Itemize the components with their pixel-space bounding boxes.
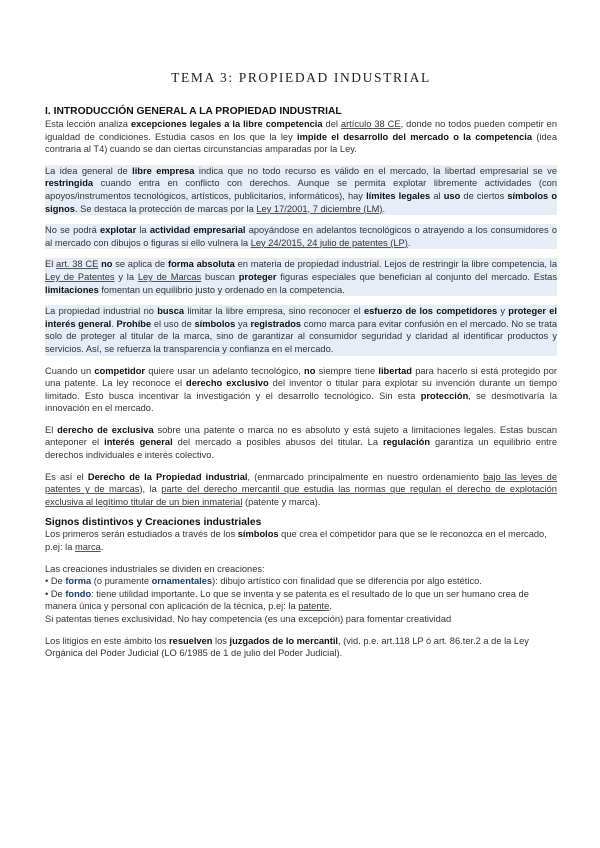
reference-text: parte del derecho mercantil que estudia las normas que regulan el derecho de explotación exclusiva al legítimo titular de un bien inmaterial xyxy=(45,484,557,507)
text-run: Los litigios en este ámbito los xyxy=(45,635,170,646)
bold-text: esfuerzo de los competidores xyxy=(363,306,498,317)
text-run: El xyxy=(45,259,57,270)
text-run: los xyxy=(212,635,230,646)
paragraph xyxy=(45,305,557,355)
paragraph xyxy=(45,471,557,509)
text-run: y la xyxy=(114,271,138,282)
text-run: , (vid. p.e. art.118 LP ó art. 86.ter.2 a de la Ley Orgánica del Poder Judicial (LO 6/1985 de 1 de julio del Poder Judicial). xyxy=(45,635,529,659)
paragraph xyxy=(45,165,557,215)
text-run: y xyxy=(497,306,509,317)
bold-text: forma xyxy=(65,576,92,587)
text-run: que crea el competidor para que se le reconozca en el mercado, p.ej: la xyxy=(45,529,547,553)
text-run: indica que no todo recurso es válido en el mercado, la libertad empresarial se ve xyxy=(194,165,557,176)
text-run: del xyxy=(322,119,341,129)
text-run: Cuando un xyxy=(45,365,95,376)
bold-text: registrados xyxy=(250,318,302,329)
bold-text: límites legales xyxy=(366,190,431,201)
text-run: El xyxy=(45,424,58,435)
reference-text: bajo las leyes de patentes y de marcas xyxy=(45,471,557,495)
paragraph: Si patentas tienes exclusividad. No hay competencia (es una excepción) para fomentar creatividad xyxy=(45,614,452,624)
bold-text: restringida xyxy=(45,178,94,189)
text-run: en materia de propiedad industrial. Lejos de restringir la libre competencia, la xyxy=(234,259,557,270)
text-run: se aplica de xyxy=(112,259,168,270)
bold-text: libertad xyxy=(378,365,412,376)
text-run: el uso de xyxy=(151,318,195,329)
bold-text: resuelven xyxy=(169,635,213,646)
paragraph xyxy=(45,528,557,553)
text-run: (patente y marca). xyxy=(242,496,321,507)
text-run: fomentan un equilibrio justo y ordenado en la competencia. xyxy=(98,284,345,295)
reference-text: Ley 24/2015, 24 julio de patentes (LP) xyxy=(250,237,408,248)
bold-text: competidor xyxy=(94,365,146,376)
text-run: garantiza un equilibrio entre derechos individuales e interés colectivo. xyxy=(45,437,557,461)
bold-text: no xyxy=(101,259,113,270)
text-run: ): dibujo artístico con finalidad que se diferencia por algo estético. xyxy=(212,576,482,587)
bold-text: impide el desarrollo del mercado o la competencia xyxy=(297,131,533,142)
reference-text: Ley 17/2001, 7 diciembre (LM) xyxy=(256,203,383,214)
text-run: . xyxy=(100,542,104,553)
bold-text: derecho de exclusiva xyxy=(57,424,154,435)
reference-text: marca xyxy=(74,542,101,553)
bold-text: uso xyxy=(443,190,461,201)
page-title: TEMA 3: PROPIEDAD INDUSTRIAL xyxy=(171,70,431,85)
text-run: ya xyxy=(235,318,251,329)
bold-text: fondo xyxy=(65,588,92,599)
text-run: • De xyxy=(45,576,66,587)
text-run: • De xyxy=(45,588,66,599)
bold-text: proteger xyxy=(238,271,277,282)
text-run: para hacerlo si está protegido por una patente. La ley reconoce el xyxy=(45,365,557,389)
text-run: buscan xyxy=(201,271,239,282)
paragraph xyxy=(45,635,557,660)
text-run: ), la xyxy=(139,484,162,495)
bold-text: Prohíbe xyxy=(116,318,152,329)
text-run: la xyxy=(136,225,150,236)
text-run: Los primeros serán estudiados a través de los xyxy=(45,529,238,540)
reference-text: artículo 38 CE xyxy=(340,119,401,129)
bold-text: interés general xyxy=(104,437,173,448)
text-run: , (enmarcado principalmente en nuestro ordenamiento xyxy=(247,471,484,482)
text-run: Es así el xyxy=(45,471,88,482)
text-run: (o puramente xyxy=(91,576,152,587)
text-run: al xyxy=(430,190,444,201)
text-run: de ciertos xyxy=(460,190,508,201)
list-item xyxy=(45,575,557,588)
bold-text: derecho exclusivo xyxy=(186,378,269,389)
text-run: quiere usar un adelanto tecnológico, xyxy=(145,365,305,376)
text-run: , donde no todos pueden competir en igualdad de condiciones. Estudia casos en los que la ley xyxy=(45,119,557,142)
text-run: La idea general de xyxy=(45,165,133,176)
text-run: del inventor o titular para explotar su invención durante un tiempo limitado. Esto busca incentivar la investigación y el desarrollo tecnológico. Sin esta xyxy=(45,378,557,401)
text-run: limitar la libre empresa, sino reconocer el xyxy=(184,306,364,317)
text-run: como marca para evitar confusión en el mercado. No se trata solo de proteger al titular de la marca, sino de garantizar al consumidor seguridad y claridad al identificar productos y servicios. Así, se refuerza la transparencia y confianza en el mercado. xyxy=(45,318,557,354)
bold-text: símbolos xyxy=(237,529,279,540)
bold-text: juzgados de lo mercantil xyxy=(229,635,339,646)
bold-text: actividad empresarial xyxy=(149,225,246,236)
text-run: , se desmotivaría la innovación en el mercado. xyxy=(45,390,558,414)
bold-text: limitaciones xyxy=(45,284,99,295)
reference-text: Ley de Patentes xyxy=(45,271,115,282)
bold-text: libre empresa xyxy=(132,165,195,176)
paragraph xyxy=(45,365,557,415)
text-run: . xyxy=(329,601,332,612)
text-run: siempre tiene xyxy=(315,365,379,376)
section-heading: I. INTRODUCCIÓN GENERAL A LA PROPIEDAD INDUSTRIAL xyxy=(45,106,342,117)
bold-text: regulación xyxy=(383,437,431,448)
reference-text: patente xyxy=(298,601,330,612)
paragraph xyxy=(45,224,557,249)
bold-text: explotar xyxy=(100,225,137,236)
bold-text: símbolos o signos xyxy=(45,190,558,214)
paragraph xyxy=(45,258,557,296)
paragraph: Las creaciones industriales se dividen en creaciones: xyxy=(45,563,265,574)
document-page xyxy=(45,70,557,669)
reference-text: Ley de Marcas xyxy=(137,271,202,282)
paragraph xyxy=(45,118,557,156)
bold-text: proteger el interés general xyxy=(45,306,557,329)
text-run: : tiene utilidad importante. Lo que se inventa y se patenta es el resultado de lo que un ser humano crea de manera única y personal con aplicación de la técnica, p.ej: la xyxy=(45,588,529,612)
text-run: Esta lección analiza xyxy=(45,119,131,129)
bold-text: excepciones legales a la libre competencia xyxy=(130,119,323,129)
list-item xyxy=(45,588,557,613)
text-run: (idea contraria al T4) cuando se dan ciertas circunstancias amparadas por la Ley. xyxy=(45,131,557,155)
text-run: del mercado a posibles abusos del titular. La xyxy=(172,437,384,448)
text-run: . xyxy=(407,237,411,248)
text-run: . xyxy=(382,203,386,214)
bold-text: forma absoluta xyxy=(167,259,235,270)
text-run: La propiedad industrial no xyxy=(45,306,158,317)
text-run: No se podrá xyxy=(45,225,101,236)
text-run: cuando entra en conflicto con derechos. Aunque se permita explotar libremente actividades (con apoyos/instrumentos tecnológicos, artísticos, publicitarios, informáticos), hay xyxy=(45,178,557,201)
text-run: . xyxy=(111,318,117,329)
subheading: Signos distintivos y Creaciones industriales xyxy=(45,517,262,529)
text-run: sobre una patente o marca no es absoluto y está sujeto a limitaciones legales. Estas buscan anteponer el xyxy=(45,424,557,448)
text-run: . Se destaca la protección de marcas por la xyxy=(74,203,257,214)
text-run: figuras especiales que benefician al conjunto del mercado. Estas xyxy=(276,271,557,282)
bold-text: protección xyxy=(420,390,469,401)
text-run: apoyándose en adelantos tecnológicos o atrayendo a los consumidores o al mercado con dibujos o figuras si ello vulnera la xyxy=(45,225,557,248)
reference-text: art. 38 CE xyxy=(56,259,99,270)
bold-text: ornamentales xyxy=(151,576,213,587)
bold-text: Derecho de la Propiedad industrial xyxy=(87,471,248,482)
bold-text: símbolos xyxy=(194,318,236,329)
paragraph xyxy=(45,424,557,462)
bold-text: no xyxy=(304,365,316,376)
bold-text: busca xyxy=(157,306,185,317)
